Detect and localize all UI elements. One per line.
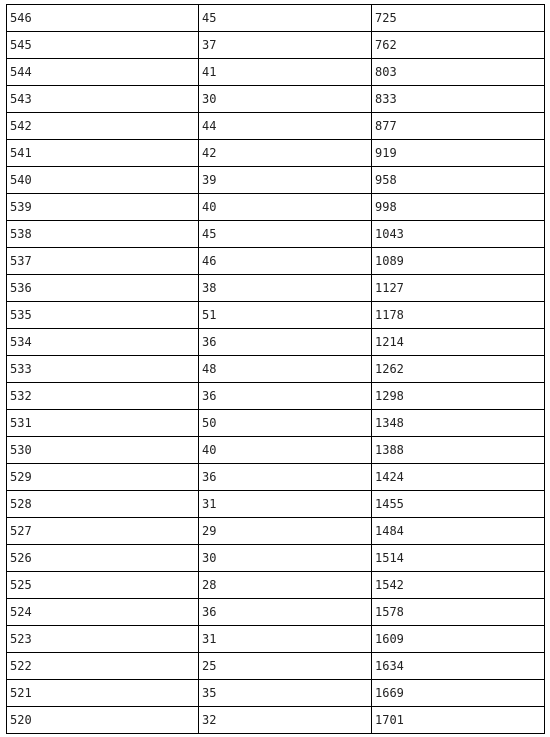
cumulative-cell: 1669 — [372, 680, 545, 707]
table-row — [7, 383, 545, 410]
cumulative-cell: 1542 — [372, 572, 545, 599]
score-cell: 539 — [7, 194, 199, 221]
cumulative-cell: 1701 — [372, 707, 545, 734]
score-cell: 544 — [7, 59, 199, 86]
table-row — [7, 653, 545, 680]
cumulative-cell: 1043 — [372, 221, 545, 248]
table-row — [7, 329, 545, 356]
score-cell: 528 — [7, 491, 199, 518]
count-cell: 35 — [199, 680, 372, 707]
cumulative-cell: 725 — [372, 5, 545, 32]
cumulative-cell: 1634 — [372, 653, 545, 680]
cumulative-cell: 762 — [372, 32, 545, 59]
table-row — [7, 518, 545, 545]
count-cell: 36 — [199, 599, 372, 626]
count-cell: 30 — [199, 545, 372, 572]
table-row — [7, 140, 545, 167]
count-cell: 45 — [199, 221, 372, 248]
score-cell: 546 — [7, 5, 199, 32]
count-cell: 39 — [199, 167, 372, 194]
count-cell: 38 — [199, 275, 372, 302]
table-row — [7, 545, 545, 572]
score-cell: 523 — [7, 626, 199, 653]
count-cell: 32 — [199, 707, 372, 734]
score-cell: 534 — [7, 329, 199, 356]
score-cell: 542 — [7, 113, 199, 140]
cumulative-cell: 1262 — [372, 356, 545, 383]
count-cell: 36 — [199, 464, 372, 491]
count-cell: 46 — [199, 248, 372, 275]
score-cell: 526 — [7, 545, 199, 572]
table-row — [7, 59, 545, 86]
cumulative-cell: 919 — [372, 140, 545, 167]
score-cell: 537 — [7, 248, 199, 275]
count-cell: 50 — [199, 410, 372, 437]
cumulative-cell: 998 — [372, 194, 545, 221]
table-row — [7, 707, 545, 734]
count-cell: 41 — [199, 59, 372, 86]
count-cell: 28 — [199, 572, 372, 599]
cumulative-cell: 1089 — [372, 248, 545, 275]
table-row — [7, 167, 545, 194]
cumulative-cell: 803 — [372, 59, 545, 86]
score-cell: 531 — [7, 410, 199, 437]
table-row — [7, 356, 545, 383]
score-cell: 522 — [7, 653, 199, 680]
count-cell: 45 — [199, 5, 372, 32]
score-cell: 541 — [7, 140, 199, 167]
score-cell: 535 — [7, 302, 199, 329]
score-cell: 543 — [7, 86, 199, 113]
score-cell: 529 — [7, 464, 199, 491]
cumulative-cell: 833 — [372, 86, 545, 113]
cumulative-cell: 1609 — [372, 626, 545, 653]
score-cell: 524 — [7, 599, 199, 626]
score-cell: 538 — [7, 221, 199, 248]
count-cell: 30 — [199, 86, 372, 113]
count-cell: 36 — [199, 329, 372, 356]
table-row — [7, 572, 545, 599]
table-row — [7, 464, 545, 491]
cumulative-cell: 1214 — [372, 329, 545, 356]
count-cell: 40 — [199, 194, 372, 221]
cumulative-cell: 1578 — [372, 599, 545, 626]
score-cell: 532 — [7, 383, 199, 410]
cumulative-cell: 1455 — [372, 491, 545, 518]
cumulative-cell: 1424 — [372, 464, 545, 491]
count-cell: 40 — [199, 437, 372, 464]
score-cell: 545 — [7, 32, 199, 59]
table-row — [7, 248, 545, 275]
cumulative-cell: 958 — [372, 167, 545, 194]
table-row — [7, 5, 545, 32]
score-cell: 533 — [7, 356, 199, 383]
score-table — [6, 4, 545, 734]
cumulative-cell: 1127 — [372, 275, 545, 302]
table-row — [7, 410, 545, 437]
count-cell: 42 — [199, 140, 372, 167]
count-cell: 51 — [199, 302, 372, 329]
count-cell: 48 — [199, 356, 372, 383]
cumulative-cell: 877 — [372, 113, 545, 140]
cumulative-cell: 1298 — [372, 383, 545, 410]
score-cell: 521 — [7, 680, 199, 707]
table-row — [7, 599, 545, 626]
count-cell: 44 — [199, 113, 372, 140]
table-row — [7, 680, 545, 707]
score-cell: 530 — [7, 437, 199, 464]
table-body — [7, 5, 545, 734]
table-row — [7, 437, 545, 464]
count-cell: 31 — [199, 491, 372, 518]
count-cell: 36 — [199, 383, 372, 410]
count-cell: 37 — [199, 32, 372, 59]
cumulative-cell: 1514 — [372, 545, 545, 572]
cumulative-cell: 1484 — [372, 518, 545, 545]
score-cell: 536 — [7, 275, 199, 302]
score-cell: 520 — [7, 707, 199, 734]
score-cell: 540 — [7, 167, 199, 194]
table-row — [7, 302, 545, 329]
score-cell: 525 — [7, 572, 199, 599]
score-cell: 527 — [7, 518, 199, 545]
cumulative-cell: 1178 — [372, 302, 545, 329]
table-row — [7, 275, 545, 302]
cumulative-cell: 1388 — [372, 437, 545, 464]
cumulative-cell: 1348 — [372, 410, 545, 437]
count-cell: 29 — [199, 518, 372, 545]
table-row — [7, 32, 545, 59]
table-row — [7, 113, 545, 140]
table-row — [7, 221, 545, 248]
table-row — [7, 194, 545, 221]
table-row — [7, 86, 545, 113]
table-row — [7, 491, 545, 518]
table-row — [7, 626, 545, 653]
count-cell: 31 — [199, 626, 372, 653]
count-cell: 25 — [199, 653, 372, 680]
